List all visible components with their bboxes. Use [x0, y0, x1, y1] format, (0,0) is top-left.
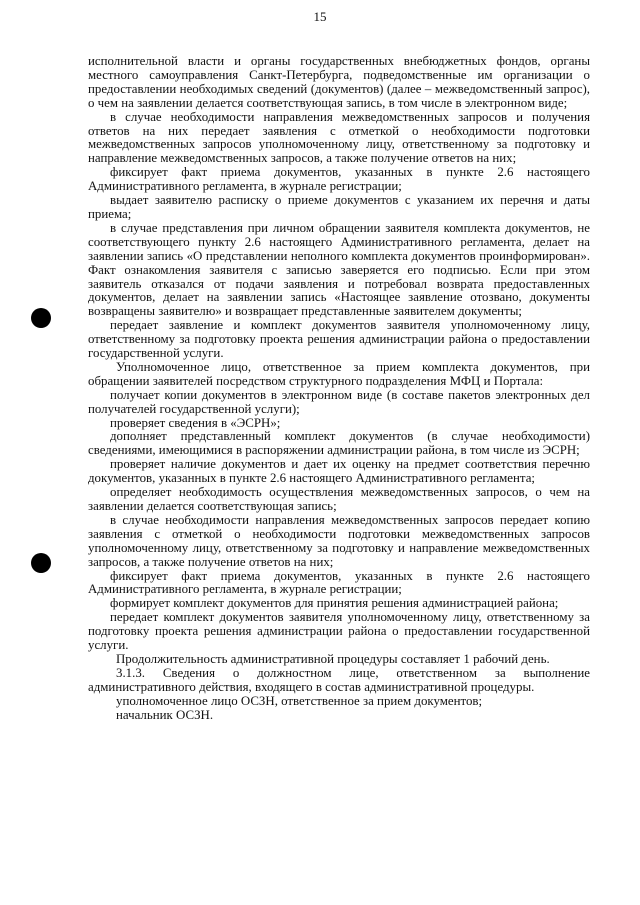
paragraph: фиксирует факт приема документов, указанных в пункте 2.6 настоящего Административного регламента, в журнале регистрации;: [88, 568, 590, 597]
paragraph: выдает заявителю расписку о приеме документов с указанием их перечня и даты приема;: [88, 193, 590, 221]
paragraph: исполнительной власти и органы государственных внебюджетных фондов, органы местного самоуправления Санкт-Петербурга, подведомственные им организации о предоставлении необходимых сведений (документов) (далее – межведомственный запрос), о чем на заявлении делается соответствующая запись, в том числе в электронном виде;: [88, 54, 590, 110]
paragraph: проверяет наличие документов и дает их оценку на предмет соответствия перечню документов, указанных в пункте 2.6 настоящего Административного регламента;: [88, 457, 590, 486]
paragraph: Продолжительность административной процедуры составляет 1 рабочий день.: [116, 651, 550, 666]
punch-hole: [31, 308, 51, 328]
paragraph: Уполномоченное лицо, ответственное за прием комплекта документов, при обращении заявителей посредством структурного подразделения МФЦ и Портала:: [88, 359, 590, 388]
paragraph: получает копии документов в электронном виде (в составе пакетов электронных дел получателей государственной услуги);: [88, 387, 590, 416]
paragraph: уполномоченное лицо ОСЗН, ответственное за прием документов;: [116, 693, 483, 708]
paragraph: передает комплект документов заявителя уполномоченному лицу, ответственному за подготовку проекта решения администрации района о предоставлении государственной услуги.: [88, 610, 590, 653]
document-body: [88, 55, 590, 723]
paragraph: фиксирует факт приема документов, указанных в пункте 2.6 настоящего Административного регламента, в журнале регистрации;: [88, 165, 590, 194]
paragraph: формирует комплект документов для принятия решения администрацией района;: [110, 596, 559, 611]
section-heading: 3.1.3. Сведения о должностном лице, ответственном за выполнение административного действия, входящего в состав административной процедуры.: [88, 665, 590, 694]
paragraph: в случае представления при личном обращении заявителя комплекта документов, не соответствующего пункту 2.6 настоящего Административного регламента, делает на заявлении запись «О представлении неполного комплекта документов проинформирован». Факт ознакомления заявителя с записью заверяется его подписью. Если при этом заявитель отказался от подачи заявления и потребовал возврата предоставленных документов, делает на заявлении запись «Настоящее заявление отозвано, документы возвращены заявителю» и возвращает представленные заявителем документы;: [88, 220, 590, 319]
paragraph: передает заявление и комплект документов заявителя уполномоченному лицу, ответственному за подготовку проекта решения администрации района о предоставлении государственной услуги.: [88, 318, 590, 361]
page-number: 15: [313, 9, 327, 24]
paragraph: начальник ОСЗН.: [116, 707, 214, 722]
paragraph: дополняет представленный комплект документов (в случае необходимости) сведениями, имеющимися в распоряжении администрации района, в том числе из ЭСРН;: [88, 429, 590, 458]
paragraph: проверяет сведения в «ЭСРН»;: [110, 415, 281, 430]
paragraph: определяет необходимость осуществления межведомственных запросов, о чем на заявлении делается соответствующая запись;: [88, 485, 590, 513]
paragraph: в случае необходимости направления межведомственных запросов и получения ответов на них передает заявления с отметкой о необходимости подготовки межведомственных запросов уполномоченному лицу, ответственному за подготовку и направление межведомственных запросов, а также получение ответов на них;: [88, 109, 590, 166]
paragraph: в случае необходимости направления межведомственных запросов передает копию заявления с отметкой о необходимости подготовки межведомственных запросов уполномоченному лицу, ответственному за подготовку и направление межведомственных запросов, а также получение ответов на них;: [88, 512, 590, 569]
punch-hole: [31, 553, 51, 573]
